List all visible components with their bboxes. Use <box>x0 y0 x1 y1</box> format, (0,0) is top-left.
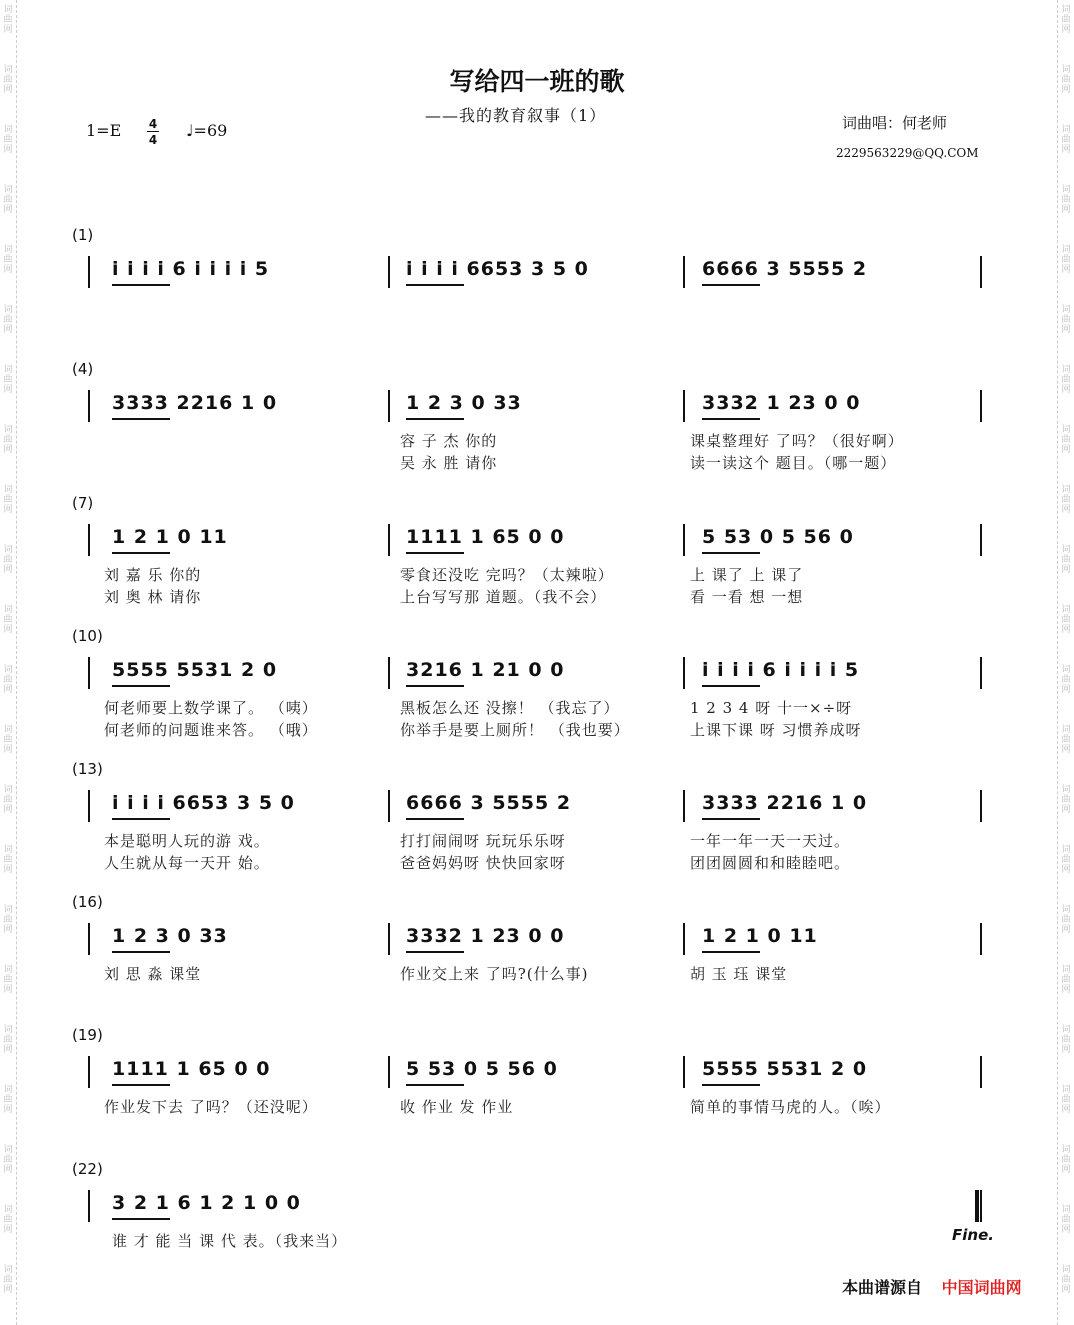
tempo-marking: ♩=69 <box>186 121 228 140</box>
beam-underline <box>702 284 760 286</box>
lyric-line-2: 刘 奥 林 请你 <box>104 588 202 606</box>
lyric-line-1: 一年一年一天一天过。 <box>690 832 851 850</box>
time-signature-line <box>147 131 159 132</box>
right-watermark-strip <box>1057 0 1074 1325</box>
measure-notes: 5 53 0 5 56 0 <box>406 1058 558 1080</box>
beam-underline <box>702 818 760 820</box>
measure-notes: 1111 1 65 0 0 <box>112 1058 271 1080</box>
beam-underline <box>406 1084 464 1086</box>
bar-line <box>88 1056 90 1088</box>
lyric-line-2: 团团圆圆和和睦睦吧。 <box>690 854 851 872</box>
lyric-line-1: 收 作业 发 作业 <box>400 1098 514 1116</box>
watermark-glyph: 词 曲 网 <box>1061 185 1071 215</box>
bar-line <box>980 390 982 422</box>
bar-line <box>388 524 390 556</box>
watermark-glyph: 词 曲 网 <box>1061 125 1071 155</box>
lyric-line-1: 谁 才 能 当 课 代 表。（我来当） <box>112 1232 348 1250</box>
watermark-glyph: 词 曲 网 <box>3 845 13 875</box>
time-signature-top: 4 <box>148 117 158 131</box>
beam-underline <box>112 418 170 420</box>
measure-notes: 1111 1 65 0 0 <box>406 526 565 548</box>
watermark-glyph: 词 曲 网 <box>1061 965 1071 995</box>
measure-notes: 1 2 1 0 11 <box>112 526 228 548</box>
measure-notes: 5555 5531 2 0 <box>702 1058 868 1080</box>
measure-notes: 3333 2216 1 0 <box>702 792 868 814</box>
lyric-line-1: 刘 嘉 乐 你的 <box>104 566 202 584</box>
watermark-glyph: 词 曲 网 <box>3 905 13 935</box>
beam-underline <box>702 552 760 554</box>
watermark-glyph: 词 曲 网 <box>3 1025 13 1055</box>
watermark-glyph: 词 曲 网 <box>1061 665 1071 695</box>
bar-line <box>683 390 685 422</box>
beam-underline <box>406 284 464 286</box>
lyric-line-2: 上课下课 呀 习惯养成呀 <box>690 721 862 739</box>
bar-line <box>388 790 390 822</box>
watermark-glyph: 词 曲 网 <box>1061 1265 1071 1295</box>
watermark-glyph: 词 曲 网 <box>3 485 13 515</box>
lyric-line-1: 黑板怎么还 没擦！ （我忘了） <box>400 699 620 717</box>
final-bar-line <box>975 1190 979 1222</box>
watermark-glyph: 词 曲 网 <box>3 1145 13 1175</box>
system-number: (1) <box>72 226 94 244</box>
bar-line <box>88 390 90 422</box>
lyric-line-1: 零食还没吃 完吗？（太辣啦） <box>400 566 614 584</box>
composer-credit: 词曲唱：何老师 <box>842 114 948 132</box>
measure-notes: 3216 1 21 0 0 <box>406 659 565 681</box>
system-number: (22) <box>72 1160 103 1178</box>
watermark-glyph: 词 曲 网 <box>3 725 13 755</box>
bar-line <box>388 390 390 422</box>
bar-line <box>683 256 685 288</box>
lyric-line-1: 打打闹闹呀 玩玩乐乐呀 <box>400 832 566 850</box>
watermark-glyph: 词 曲 网 <box>1061 605 1071 635</box>
watermark-glyph: 词 曲 网 <box>1061 905 1071 935</box>
score-title: 写给四一班的歌 <box>449 67 625 96</box>
bar-line <box>683 657 685 689</box>
beam-underline <box>406 818 464 820</box>
footer-site-link[interactable]: 中国词曲网 <box>941 1278 1022 1297</box>
watermark-glyph: 词 曲 网 <box>1061 1145 1071 1175</box>
lyric-line-1: 刘 思 淼 课堂 <box>104 965 202 983</box>
watermark-glyph: 词 曲 网 <box>3 1205 13 1235</box>
system-number: (4) <box>72 360 94 378</box>
watermark-glyph: 词 曲 网 <box>1061 545 1071 575</box>
bar-line <box>388 256 390 288</box>
measure-notes: i i i i 6 i i i i 5 <box>112 258 270 280</box>
watermark-glyph: 词 曲 网 <box>3 365 13 395</box>
system-number: (7) <box>72 494 94 512</box>
measure-notes: i i i i 6 i i i i 5 <box>702 659 860 681</box>
lyric-line-2: 读一读这个 题目。（哪一题） <box>690 454 897 472</box>
watermark-glyph: 词 曲 网 <box>3 65 13 95</box>
lyric-line-1: 作业发下去 了吗？（还没呢） <box>104 1098 318 1116</box>
watermark-glyph: 词 曲 网 <box>1061 725 1071 755</box>
beam-underline <box>702 685 760 687</box>
measure-notes: 3333 2216 1 0 <box>112 392 278 414</box>
bar-line <box>980 657 982 689</box>
lyric-line-1: 胡 玉 珏 课堂 <box>690 965 788 983</box>
lyric-line-2: 吴 永 胜 请你 <box>400 454 498 472</box>
bar-line <box>980 790 982 822</box>
system-number: (19) <box>72 1026 103 1044</box>
lyric-line-2: 何老师的问题谁来答。 （哦） <box>104 721 318 739</box>
watermark-glyph: 词 曲 网 <box>1061 245 1071 275</box>
measure-notes: 6666 3 5555 2 <box>702 258 868 280</box>
bar-line <box>980 524 982 556</box>
lyric-line-1: 作业交上来 了吗?(什么事) <box>400 965 589 983</box>
bar-line <box>980 256 982 288</box>
beam-underline <box>112 1084 170 1086</box>
beam-underline <box>112 951 170 953</box>
measure-notes: 5555 5531 2 0 <box>112 659 278 681</box>
bar-line <box>88 256 90 288</box>
measure-notes: i i i i 6653 3 5 0 <box>406 258 589 280</box>
beam-underline <box>112 552 170 554</box>
watermark-glyph: 词 曲 网 <box>3 605 13 635</box>
watermark-glyph: 词 曲 网 <box>3 545 13 575</box>
watermark-glyph: 词 曲 网 <box>1061 1085 1071 1115</box>
system-number: (10) <box>72 627 103 645</box>
lyric-line-1: 上 课了 上 课了 <box>690 566 804 584</box>
watermark-glyph: 词 曲 网 <box>1061 845 1071 875</box>
measure-notes: 3332 1 23 0 0 <box>406 925 565 947</box>
bar-line <box>388 923 390 955</box>
system-number: (13) <box>72 760 103 778</box>
footer-source <box>842 1275 1022 1298</box>
bar-line <box>88 1190 90 1222</box>
key-signature: 1=E <box>86 121 122 140</box>
watermark-glyph: 词 曲 网 <box>3 305 13 335</box>
bar-line <box>388 657 390 689</box>
bar-line <box>88 790 90 822</box>
bar-line <box>683 923 685 955</box>
bar-line <box>88 923 90 955</box>
watermark-glyph: 词 曲 网 <box>1061 1025 1071 1055</box>
watermark-glyph: 词 曲 网 <box>3 185 13 215</box>
measure-notes: i i i i 6653 3 5 0 <box>112 792 295 814</box>
measure-notes: 1 2 3 0 33 <box>112 925 228 947</box>
beam-underline <box>112 685 170 687</box>
bar-line <box>980 1056 982 1088</box>
measure-notes: 5 53 0 5 56 0 <box>702 526 854 548</box>
beam-underline <box>406 552 464 554</box>
lyric-line-2: 人生就从每一天开 始。 <box>104 854 270 872</box>
watermark-glyph: 词 曲 网 <box>1061 485 1071 515</box>
lyric-line-2: 你举手是要上厕所！ （我也要） <box>400 721 630 739</box>
beam-underline <box>406 951 464 953</box>
watermark-glyph: 词 曲 网 <box>3 125 13 155</box>
watermark-glyph: 词 曲 网 <box>1061 5 1071 35</box>
beam-underline <box>112 818 170 820</box>
watermark-glyph: 词 曲 网 <box>3 245 13 275</box>
measure-notes: 6666 3 5555 2 <box>406 792 572 814</box>
lyric-line-2: 看 一看 想 一想 <box>690 588 804 606</box>
bar-line <box>683 524 685 556</box>
watermark-glyph: 词 曲 网 <box>1061 305 1071 335</box>
watermark-glyph: 词 曲 网 <box>3 5 13 35</box>
watermark-glyph: 词 曲 网 <box>3 965 13 995</box>
beam-underline <box>702 1084 760 1086</box>
watermark-glyph: 词 曲 网 <box>3 785 13 815</box>
time-signature-bottom: 4 <box>148 133 158 147</box>
beam-underline <box>702 418 760 420</box>
footer-prefix: 本曲谱源自 <box>842 1278 923 1297</box>
bar-line <box>980 1190 982 1222</box>
bar-line <box>980 923 982 955</box>
watermark-glyph: 词 曲 网 <box>3 665 13 695</box>
bar-line <box>683 790 685 822</box>
score-subtitle: ——我的教育叙事（1） <box>425 106 607 125</box>
watermark-glyph: 词 曲 网 <box>1061 65 1071 95</box>
system-number: (16) <box>72 893 103 911</box>
lyric-line-1: 本是聪明人玩的游 戏。 <box>104 832 270 850</box>
beam-underline <box>406 685 464 687</box>
measure-notes: 3 2 1 6 1 2 1 0 0 <box>112 1192 301 1214</box>
watermark-glyph: 词 曲 网 <box>1061 365 1071 395</box>
beam-underline <box>112 1218 170 1220</box>
watermark-glyph: 词 曲 网 <box>1061 425 1071 455</box>
watermark-glyph: 词 曲 网 <box>1061 785 1071 815</box>
lyric-line-2: 上台写写那 道题。（我不会） <box>400 588 607 606</box>
bar-line <box>88 524 90 556</box>
lyric-line-1: 课桌整理好 了吗？（很好啊） <box>690 432 904 450</box>
bar-line <box>388 1056 390 1088</box>
fine-marking: Fine. <box>952 1226 994 1244</box>
beam-underline <box>112 284 170 286</box>
lyric-line-2: 爸爸妈妈呀 快快回家呀 <box>400 854 566 872</box>
watermark-glyph: 词 曲 网 <box>3 425 13 455</box>
bar-line <box>683 1056 685 1088</box>
lyric-line-1: 1 2 3 4 呀 十一×÷呀 <box>690 699 853 717</box>
watermark-glyph: 词 曲 网 <box>3 1085 13 1115</box>
bar-line <box>88 657 90 689</box>
lyric-line-1: 容 子 杰 你的 <box>400 432 498 450</box>
measure-notes: 1 2 1 0 11 <box>702 925 818 947</box>
measure-notes: 3332 1 23 0 0 <box>702 392 861 414</box>
measure-notes: 1 2 3 0 33 <box>406 392 522 414</box>
watermark-glyph: 词 曲 网 <box>1061 1205 1071 1235</box>
lyric-line-1: 何老师要上数学课了。 （咦） <box>104 699 318 717</box>
composer-email: 2229563229@QQ.COM <box>836 146 979 160</box>
lyric-line-1: 简单的事情马虎的人。（唉） <box>690 1098 891 1116</box>
beam-underline <box>406 418 464 420</box>
watermark-glyph: 词 曲 网 <box>3 1265 13 1295</box>
beam-underline <box>702 951 760 953</box>
left-watermark-strip <box>0 0 17 1325</box>
